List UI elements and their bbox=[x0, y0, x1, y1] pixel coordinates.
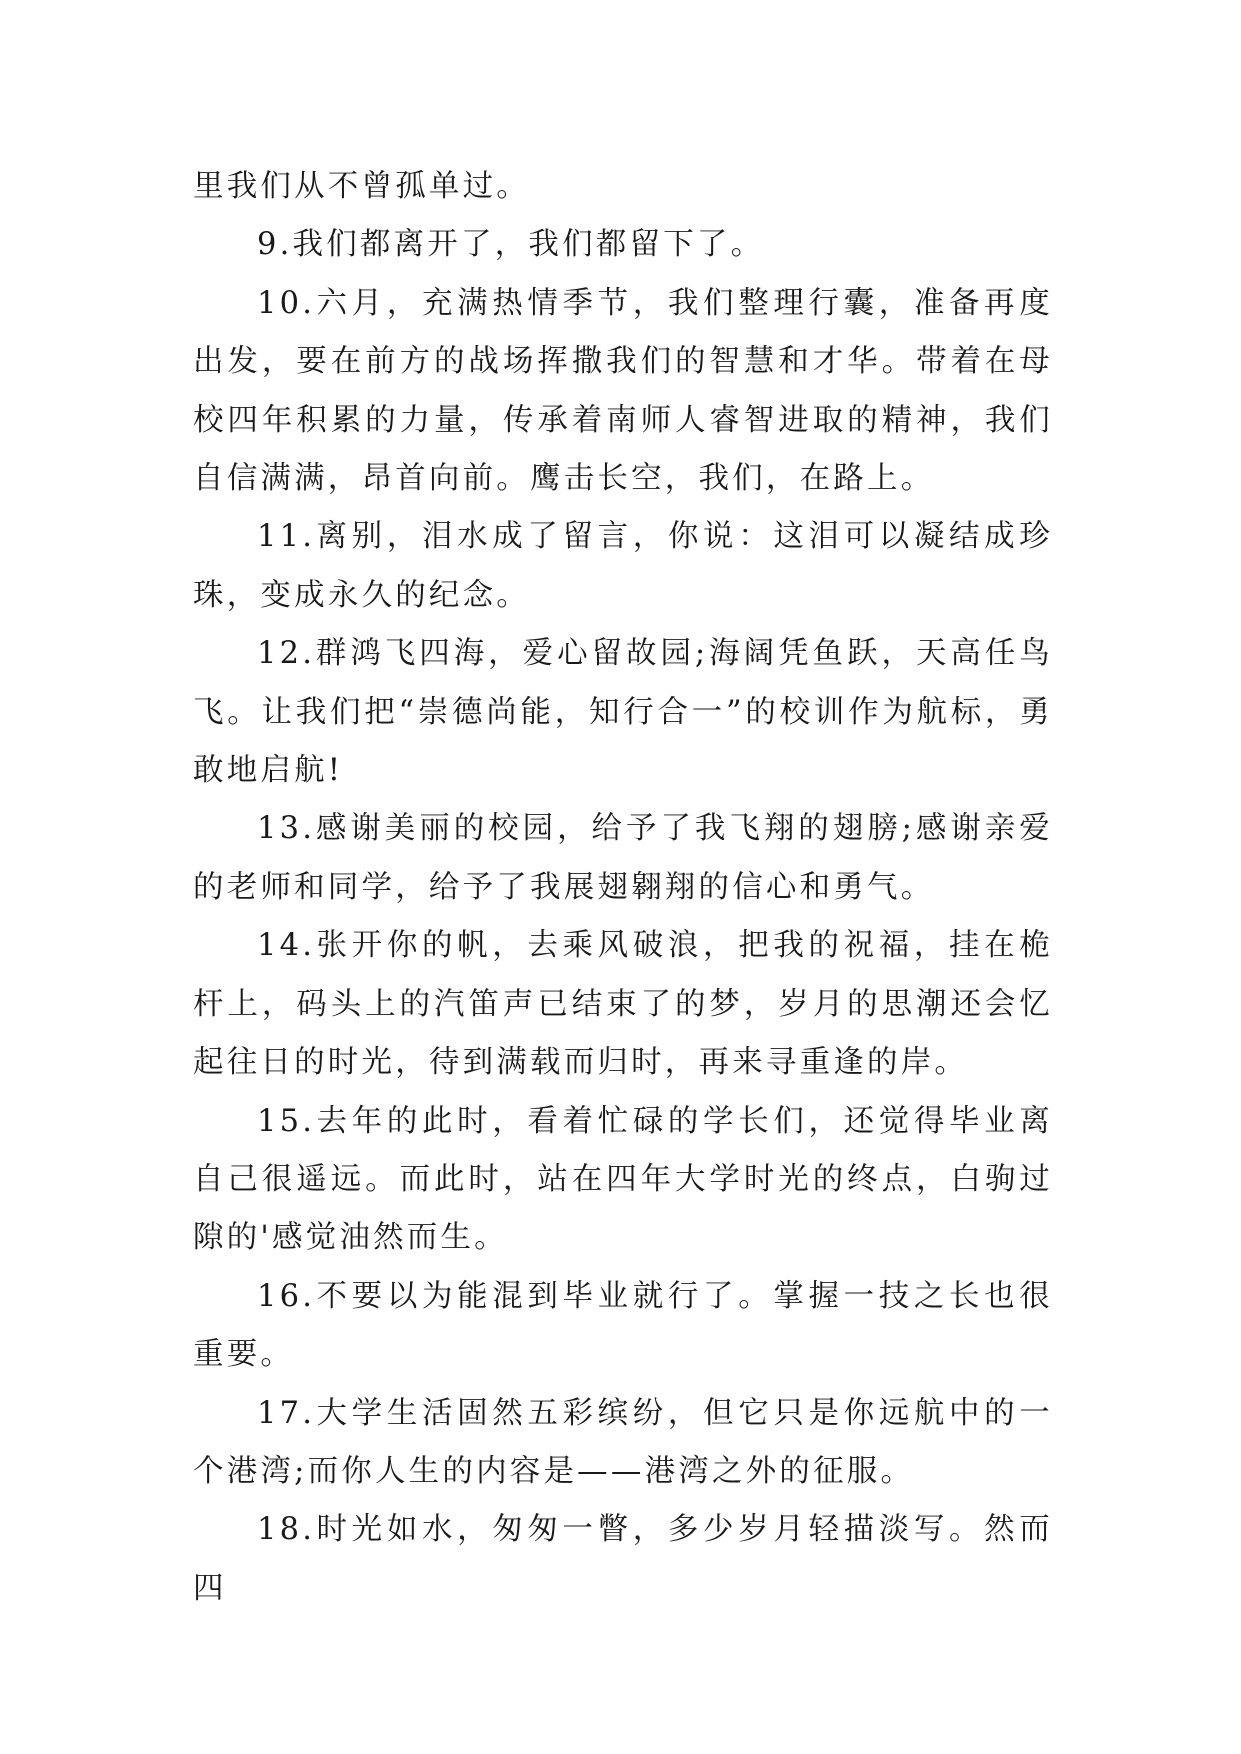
paragraph-continuation: 里我们从不曾孤单过。 bbox=[193, 169, 530, 204]
paragraph-9: 9.我们都离开了，我们都留下了。 bbox=[257, 227, 765, 263]
paragraph-15: 15.去年的此时，看着忙碌的学长们，还觉得毕业离自己很遥远。而此时，站在四年大学时光的终点，白驹过隙的'感觉油然而生。 bbox=[193, 1103, 1053, 1256]
paragraph-17: 17.大学生活固然五彩缤纷，但它只是你远航中的一个港湾;而你人生的内容是——港湾之外的征服。 bbox=[193, 1395, 1053, 1489]
paragraph-13: 13.感谢美丽的校园，给予了我飞翔的翅膀;感谢亲爱的老师和同学，给予了我展翅翱翔的信心和勇气。 bbox=[193, 811, 1053, 905]
paragraph-12: 12.群鸿飞四海，爱心留故园;海阔凭鱼跃，天高任鸟飞。让我们把“崇德尚能，知行合一”的校训作为航标，勇敢地启航! bbox=[193, 636, 1053, 789]
paragraph-11: 11.离别，泪水成了留言，你说：这泪可以凝结成珍珠，变成永久的纪念。 bbox=[193, 519, 1053, 613]
paragraph-16: 16.不要以为能混到毕业就行了。掌握一技之长也很重要。 bbox=[193, 1278, 1053, 1373]
paragraph-14: 14.张开你的帆，去乘风破浪，把我的祝福，挂在桅杆上，码头上的汽笛声已结束了的梦，岁月的思潮还会忆起往日的时光，待到满载而归时，再来寻重逢的岸。 bbox=[193, 928, 1053, 1081]
document-body bbox=[193, 158, 1053, 1618]
paragraph-10: 10.六月，充满热情季节，我们整理行囊，准备再度出发，要在前方的战场挥撒我们的智慧和才华。带着在母校四年积累的力量，传承着南师人睿智进取的精神，我们自信满满，昂首向前。鹰击长空，我们，在路上。 bbox=[193, 285, 1053, 497]
paragraph-18: 18.时光如水，匆匆一瞥，多少岁月轻描淡写。然而四 bbox=[193, 1512, 1053, 1606]
